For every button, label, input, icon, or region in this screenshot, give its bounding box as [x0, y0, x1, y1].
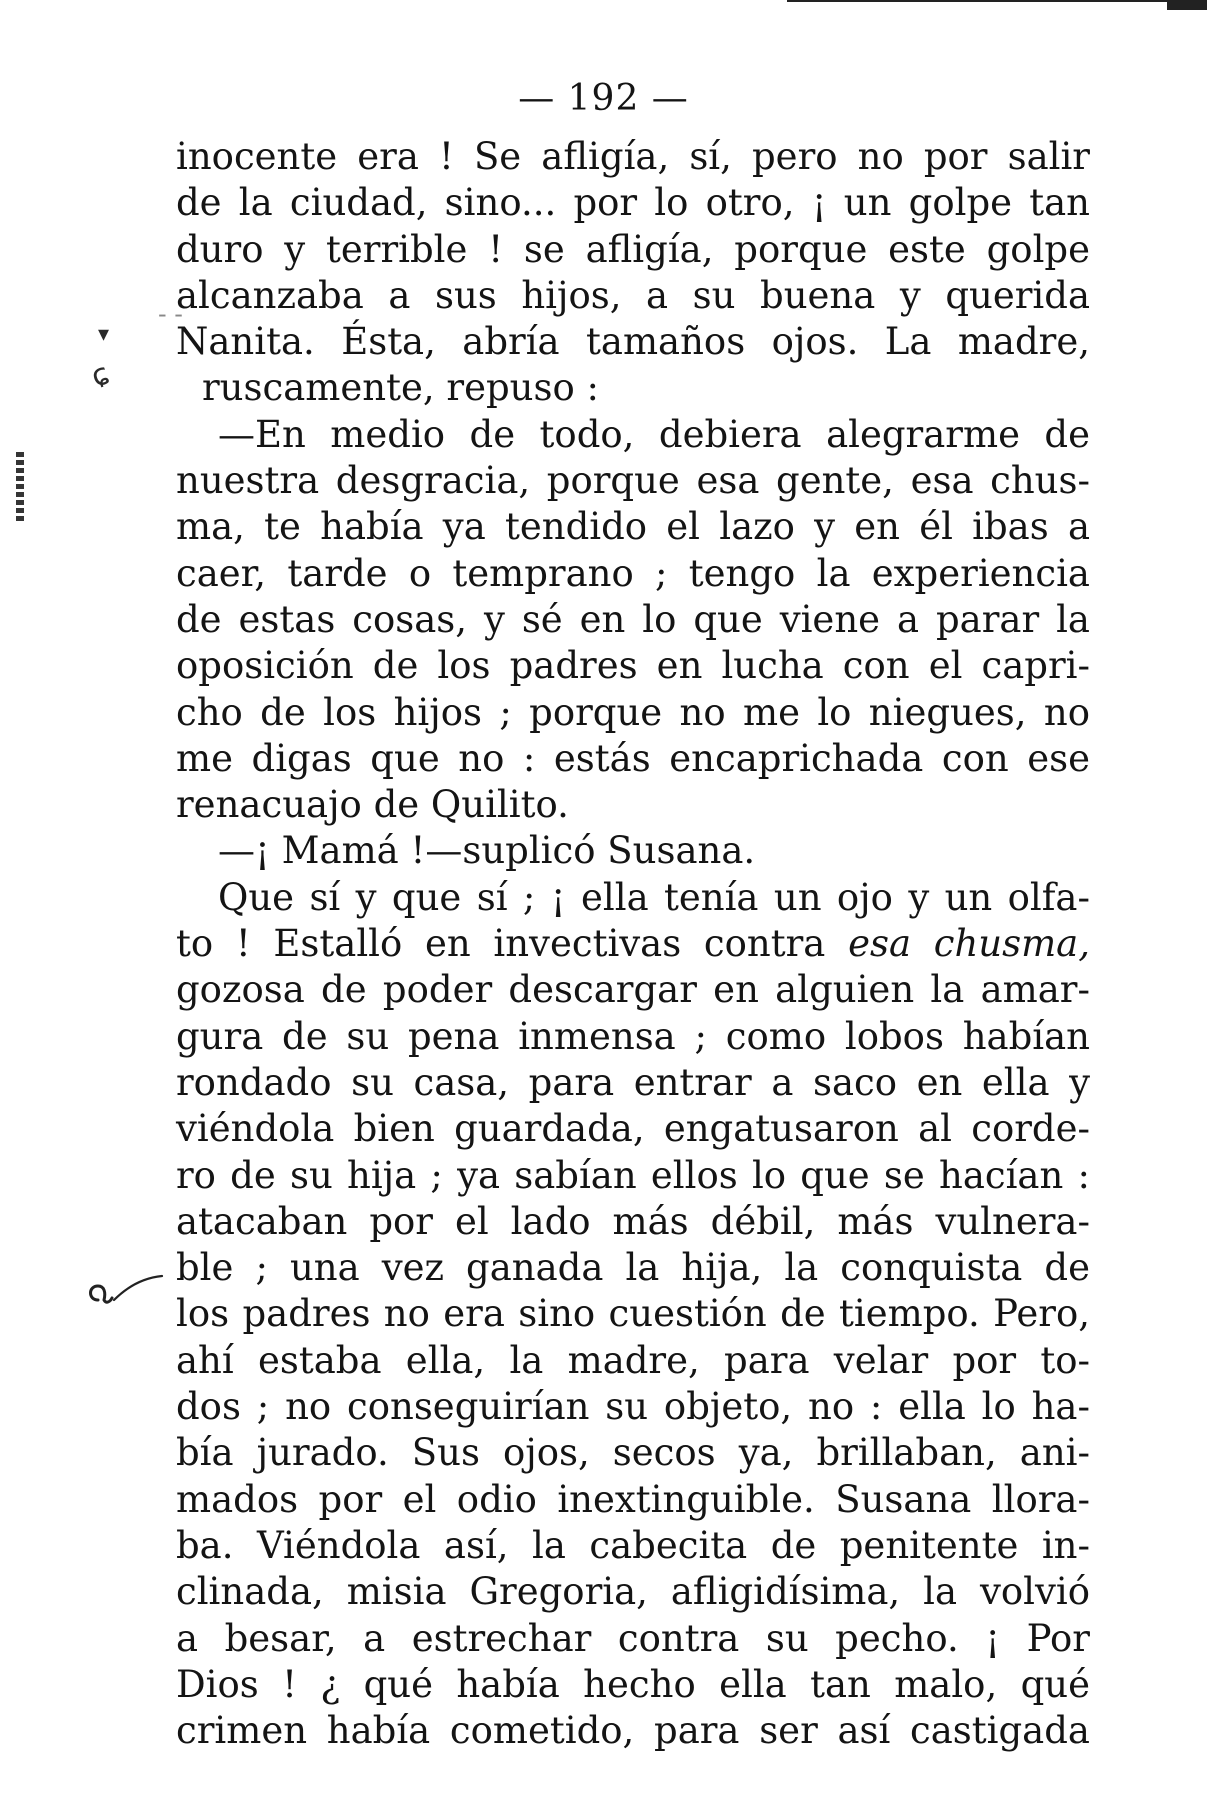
- text-line: cho de los hijos ; porque no me lo niegues, no: [176, 690, 1090, 734]
- handwritten-a-annotation: [84, 1270, 174, 1314]
- text-line: gura de su pena inmensa ; como lobos habían: [176, 1014, 1090, 1058]
- text-line: rondado su casa, para entrar a saco en ella y: [176, 1060, 1090, 1104]
- text-line: mados por el odio inextinguible. Susana llora-: [176, 1477, 1090, 1521]
- text-line: [176, 921, 1090, 967]
- text-line: dos ; no conseguirían su objeto, no : ella lo ha-: [176, 1385, 1090, 1429]
- margin-pencil-dash: - -: [158, 300, 183, 328]
- text-line: clinada, misia Gregoria, afligidísima, la volvió: [176, 1570, 1090, 1614]
- text-line: gozosa de poder descargar en alguien la amar-: [176, 968, 1090, 1012]
- italic-phrase: esa chusma,: [848, 922, 1090, 966]
- text-line: me digas que no : estás encaprichada con ese: [176, 736, 1090, 780]
- text-line: —¡ Mamá !—suplicó Susana.: [218, 829, 756, 873]
- page-number: — 192 —: [518, 78, 689, 119]
- text-line: renacuajo de Quilito.: [176, 783, 569, 827]
- text-line: oposición de los padres en lucha con el capri-: [176, 644, 1090, 688]
- body-text: [176, 134, 1090, 1754]
- text-line: ro de su hija ; ya sabían ellos lo que se hacían :: [176, 1153, 1090, 1197]
- text-line: atacaban por el lado más débil, más vulnera-: [176, 1199, 1090, 1243]
- scan-artifact: [16, 452, 24, 522]
- text-line: alcanzaba a sus hijos, a su buena y querida: [176, 273, 1090, 317]
- text-line: nuestra desgracia, porque esa gente, esa chus-: [176, 459, 1090, 503]
- text-line: ahí estaba ella, la madre, para velar por to-: [176, 1338, 1090, 1382]
- text-line: de estas cosas, y sé en lo que viene a parar la: [176, 597, 1090, 641]
- text-line: de la ciudad, sino... por lo otro, ¡ un golpe tan: [176, 181, 1090, 225]
- text-line: inocente era ! Se afligía, sí, pero no por salir: [176, 135, 1090, 178]
- text-line: ma, te había ya tendido el lazo y en él ibas a: [176, 505, 1090, 549]
- text-segment: to ! Estalló en invectivas contra: [176, 922, 826, 966]
- text-line: caer, tarde o temprano ; tengo la experiencia: [176, 551, 1090, 595]
- top-rule: [787, 0, 1207, 12]
- text-line: crimen había cometido, para ser así castigada: [176, 1709, 1090, 1753]
- text-line: ba. Viéndola así, la cabecita de penitente in-: [176, 1523, 1090, 1567]
- text-line: ble ; una vez ganada la hija, la conquista de: [176, 1246, 1090, 1290]
- text-line: —En medio de todo, debiera alegrarme de: [218, 412, 1090, 456]
- text-line: viéndola bien guardada, engatusaron al corde-: [176, 1107, 1090, 1151]
- text-line: Dios ! ¿ qué había hecho ella tan malo, qué: [176, 1662, 1090, 1706]
- text-line: Que sí y que sí ; ¡ ella tenía un ojo y un olfa-: [218, 875, 1090, 919]
- margin-dot-mark: ▾: [98, 322, 110, 347]
- text-line: Nanita. Ésta, abría tamaños ojos. La madre,: [176, 320, 1090, 364]
- text-line: bía jurado. Sus ojos, secos ya, brillaban, ani-: [176, 1431, 1090, 1475]
- margin-pencil-mark: ɕ: [86, 356, 114, 395]
- text-line: a besar, a estrechar contra su pecho. ¡ Por: [176, 1616, 1090, 1660]
- text-line: los padres no era sino cuestión de tiempo. Pero,: [176, 1292, 1090, 1336]
- text-line: duro y terrible ! se afligía, porque este golpe: [176, 227, 1090, 271]
- text-line: ruscamente, repuso :: [202, 366, 599, 410]
